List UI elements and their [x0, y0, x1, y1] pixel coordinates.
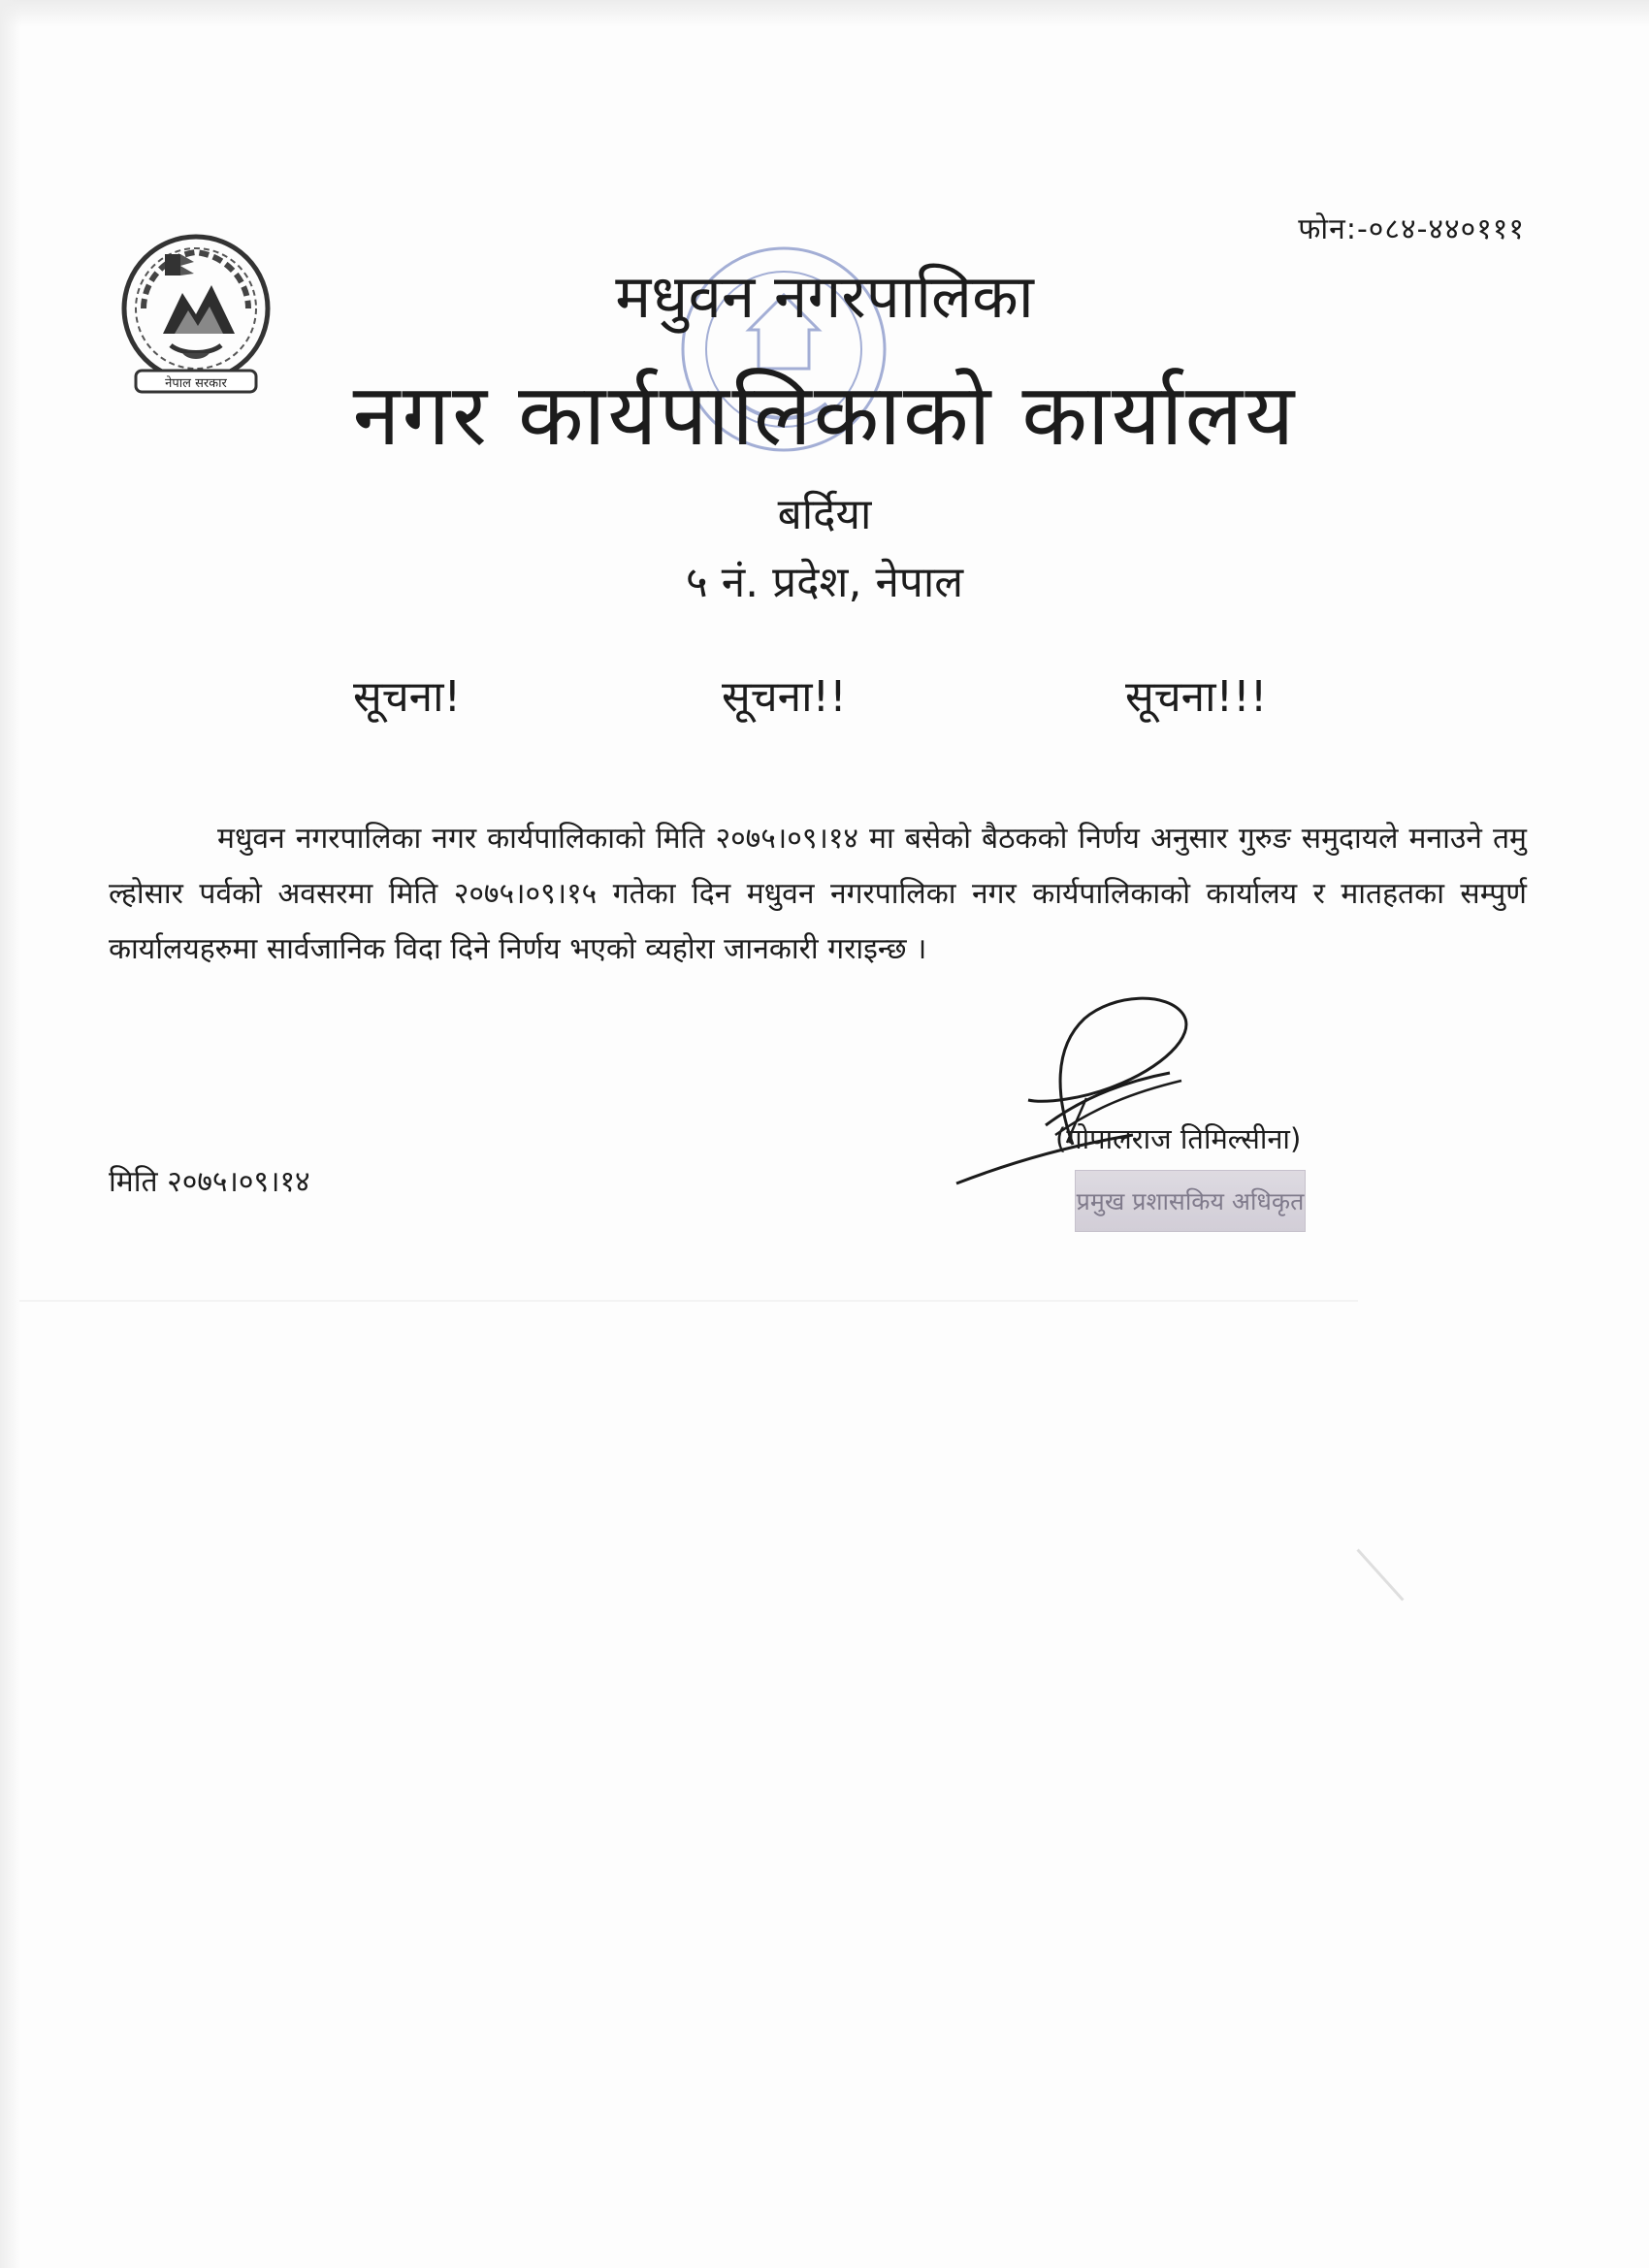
issue-date: मिति २०७५।०९।१४ — [109, 1165, 310, 1199]
province-line: ५ नं. प्रदेश, नेपाल — [685, 558, 964, 607]
scan-shadow-top — [0, 0, 1649, 27]
notice-body-paragraph: मधुवन नगरपालिका नगर कार्यपालिकाको मिति २०७५।०९।१४ मा बसेको बैठकको निर्णय अनुसार गुरुङ समुदायले मनाउने तमु ल्होसार पर्वको अवसरमा मिति २०७५।०९।१५ गतेका दिन मधुवन नगरपालिका नगर कार्यपालिकाको कार्यालय र मातहतका सम्पुर्ण कार्यालयहरुमा सार्वजानिक विदा दिने निर्णय भएको व्यहोरा जानकारी गराइन्छ । — [109, 822, 1527, 966]
emblem-caption: नेपाल सरकार — [165, 376, 227, 391]
designation-stamp: प्रमुख प्रशासकिय अधिकृत — [1075, 1170, 1306, 1232]
signer-name: (गोपालराज तिमिल्सीना) — [1055, 1122, 1302, 1155]
phone-number: फोन:-०८४-४४०१११ — [1298, 212, 1525, 246]
district-name: बर्दिया — [777, 490, 872, 539]
office-title: नगर कार्यपालिकाको कार्यालय — [352, 365, 1297, 465]
scan-artifact-line — [19, 1300, 1358, 1302]
notice-heading-3: सूचना!!! — [1125, 672, 1268, 722]
handwritten-signature-icon — [939, 980, 1230, 1193]
scan-shadow-left — [0, 0, 21, 2268]
notice-heading-2: सूचना!! — [722, 672, 847, 722]
municipality-title: मधुवन नगरपालिका — [615, 261, 1034, 332]
scan-smudge — [1356, 1548, 1404, 1601]
notice-heading-1: सूचना! — [353, 672, 462, 722]
